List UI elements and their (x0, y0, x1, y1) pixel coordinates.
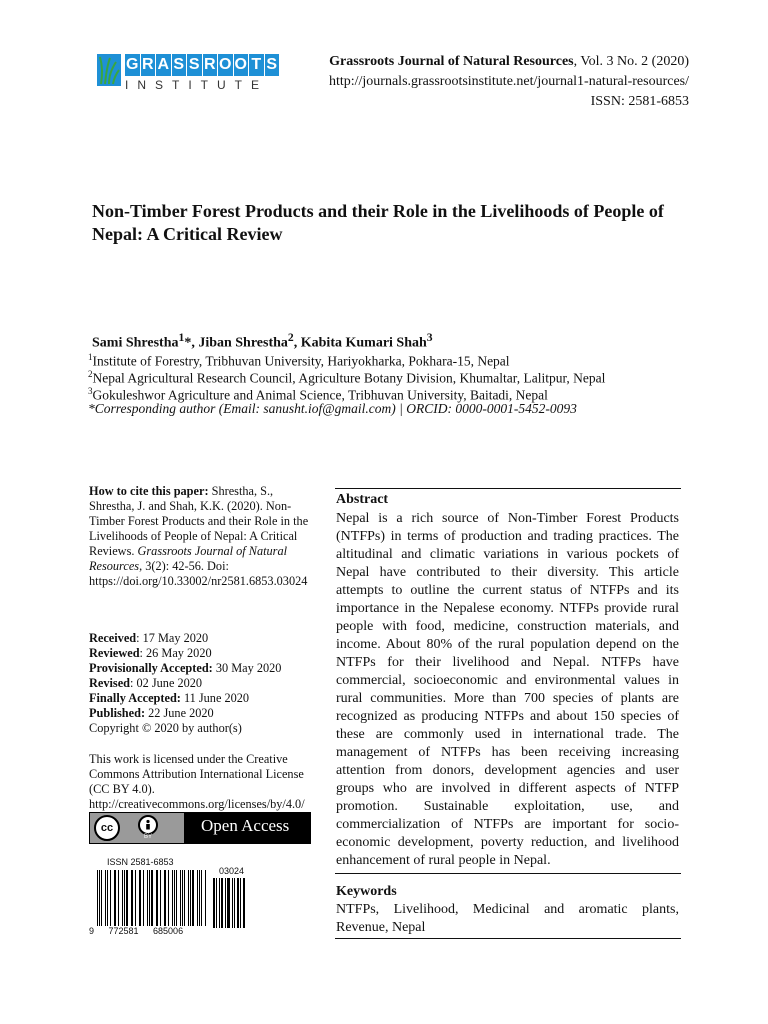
corresponding-author: *Corresponding author (Email: sanusht.iof@gmail.com) | ORCID: 0000-0001-5452-0093 (88, 401, 577, 416)
logo-wordmark (125, 54, 279, 76)
barcode-bar (157, 870, 158, 926)
barcode-bar (227, 878, 230, 928)
affiliation-text: Institute of Forestry, Tribhuvan University, Hariyokharka, Pokhara-15, Nepal (92, 353, 510, 369)
barcode-bar (232, 878, 233, 928)
affiliation-sup: 3 (88, 386, 93, 396)
logo-letter: S (187, 54, 202, 76)
journal-volume: , Vol. 3 No. 2 (2020) (573, 54, 689, 69)
date-label: Provisionally Accepted: (89, 661, 213, 675)
abstract-bottom-rule (335, 873, 681, 874)
logo-letter: A (156, 54, 171, 76)
barcode-bar (105, 870, 106, 926)
logo-letter: S (172, 54, 187, 76)
keywords-heading: Keywords (336, 884, 397, 899)
barcode-bar (234, 878, 235, 928)
logo-subtitle: INSTITUTE (125, 78, 268, 92)
barcode-bar (176, 870, 177, 926)
journal-issn: ISSN: 2581-6853 (590, 94, 689, 109)
cite-text: Shrestha, S., Shrestha, J. and Shah, K.K. (2020). Non-Timber Forest Products and their Role in the Livelihoods of People of Nepal: A Critical Reviews. (89, 484, 309, 558)
affiliation-text: Gokuleshwor Agriculture and Animal Science, Tribhuvan University, Baitadi, Nepal (92, 387, 548, 403)
copyright: Copyright © 2020 by author(s) (89, 721, 242, 735)
license-note (89, 752, 321, 812)
logo-letter: R (141, 54, 156, 76)
abstract-heading: Abstract (336, 492, 389, 507)
author-name: Sami Shrestha (92, 335, 179, 351)
date-value: : 26 May 2020 (139, 646, 212, 660)
logo-letter: O (218, 54, 233, 76)
barcode-digits: 9 772581 685006 (89, 926, 184, 936)
barcode-bar (126, 870, 127, 926)
cc-icon: cc (94, 815, 120, 841)
barcode-bar (118, 870, 119, 926)
author-sup: 3 (426, 331, 433, 344)
barcode-bar (107, 870, 108, 926)
by-label: BY (143, 834, 152, 840)
how-to-cite (89, 484, 321, 589)
author-separator: , (293, 335, 301, 351)
journal-info (329, 52, 689, 112)
date-label: Finally Accepted: (89, 691, 181, 705)
logo-letter: R (203, 54, 218, 76)
barcode-bar (122, 870, 123, 926)
abstract-body: Nepal is a rich source of Non-Timber Forest Products (NTFPs) in terms of production and trading practices. The altitudinal and climatic variations in various pockets of Nepal have contributed to their diversity. This article attempts to outline the current status of NTFPs and its importance in the Nepalese economy. NTFPs provide rural people with food, medicine, construction materials, and income. About 80% of the rural population depend on the NTFPs for their livelihood and Nepal. NTFPs have commercial, socioeconomic and environmental values in rural communities. More than 700 species of plants are recognized as producing NTFPs and about 150 species of these are commonly used in international trade. The management of NTFPs has been receiving increasing attention from donors, development agencies and user groups who are involved in different aspects of NTFP promotion. Sustainable exploitation, use, and commercialization of NTFPs are important for socio-economic development, poverty reduction, and livelihood enhancement of rural people in Nepal. (336, 511, 679, 868)
barcode-bars (97, 870, 207, 930)
date-label: Received (89, 631, 137, 645)
barcode-bar (97, 870, 98, 926)
date-received (89, 631, 321, 646)
barcode-bar (225, 878, 226, 928)
issn-barcode (89, 858, 254, 938)
date-value: 11 June 2020 (180, 691, 250, 705)
affiliation-sup: 2 (88, 369, 93, 379)
barcode-bar (216, 878, 217, 928)
date-reviewed (89, 646, 321, 661)
barcode-bar (192, 870, 193, 926)
affiliation-text: Nepal Agricultural Research Council, Agriculture Botany Division, Khumaltar, Lalitpur, Nepal (92, 370, 606, 386)
logo-letter: T (249, 54, 264, 76)
date-label: Reviewed (89, 646, 140, 660)
publication-dates (89, 631, 321, 736)
logo-letter: S (265, 54, 280, 76)
grass-logo-icon (95, 52, 123, 88)
abstract-top-rule (335, 488, 681, 489)
keywords-bottom-rule (335, 938, 681, 939)
logo-letter: G (125, 54, 140, 76)
barcode-bar (205, 870, 206, 926)
barcode-bar (243, 878, 245, 928)
barcode-bar (219, 878, 220, 928)
open-access-label: Open Access (201, 816, 290, 835)
author-name: Kabita Kumari Shah (300, 335, 427, 351)
journal-citation-line (329, 52, 689, 72)
date-value: : 17 May 2020 (136, 631, 209, 645)
barcode-bar (240, 878, 241, 928)
barcode-bar (213, 878, 215, 928)
license-text: This work is licensed under the Creative Commons Attribution International License (CC BY 4.0). (89, 752, 304, 796)
journal-url[interactable]: http://journals.grassrootsinstitute.net/journal1-natural-resources/ (328, 74, 689, 89)
author-name: Jiban Shrestha (198, 335, 288, 351)
date-value: 22 June 2020 (145, 706, 214, 720)
cite-label: How to cite this paper: (89, 484, 209, 498)
barcode-addon-label: 03024 (219, 866, 245, 876)
paper-title: Non-Timber Forest Products and their Role in the Livelihoods of People of Nepal: A Critical Review (92, 201, 664, 244)
author-sup: 2 (287, 331, 294, 344)
publisher-logo (95, 52, 278, 94)
barcode-issn-label: ISSN 2581-6853 (107, 857, 174, 867)
barcode-bar (151, 870, 152, 926)
date-label: Revised (89, 676, 130, 690)
date-accepted (89, 691, 321, 706)
journal-name: Grassroots Journal of Natural Resources (329, 54, 574, 69)
open-access-badge[interactable] (89, 812, 311, 844)
date-provisional (89, 661, 321, 676)
barcode-bar (237, 878, 239, 928)
author-sup: 1 (178, 331, 185, 344)
cc-by-badge (89, 812, 185, 844)
barcode-bar (143, 870, 144, 926)
affiliation-sup: 1 (88, 352, 93, 362)
date-label: Published: (89, 706, 146, 720)
author-mark: *, (184, 335, 199, 351)
barcode-bar (172, 870, 173, 926)
barcode-bar (135, 870, 136, 926)
license-link[interactable]: http://creativecommons.org/licenses/by/4.0/ (89, 797, 305, 811)
barcode-addon-bars (213, 878, 251, 928)
cite-journal: Grassroots Journal of Natural Resources (89, 544, 288, 573)
keywords-body: NTFPs, Livelihood, Medicinal and aromatic plants, Revenue, Nepal (336, 902, 679, 935)
person-icon (138, 815, 158, 835)
barcode-bar (221, 878, 223, 928)
cite-doi[interactable]: , 3(2): 42-56. Doi: https://doi.org/10.33002/nr2581.6853.03024 (89, 559, 308, 588)
date-revised (89, 676, 321, 691)
date-published (89, 706, 321, 721)
date-value: 30 May 2020 (212, 661, 282, 675)
barcode-bar (197, 870, 198, 926)
logo-letter: O (234, 54, 249, 76)
date-value: : 02 June 2020 (130, 676, 203, 690)
barcode-bar (184, 870, 185, 926)
barcode-bar (168, 870, 169, 926)
barcode-bar (147, 870, 148, 926)
